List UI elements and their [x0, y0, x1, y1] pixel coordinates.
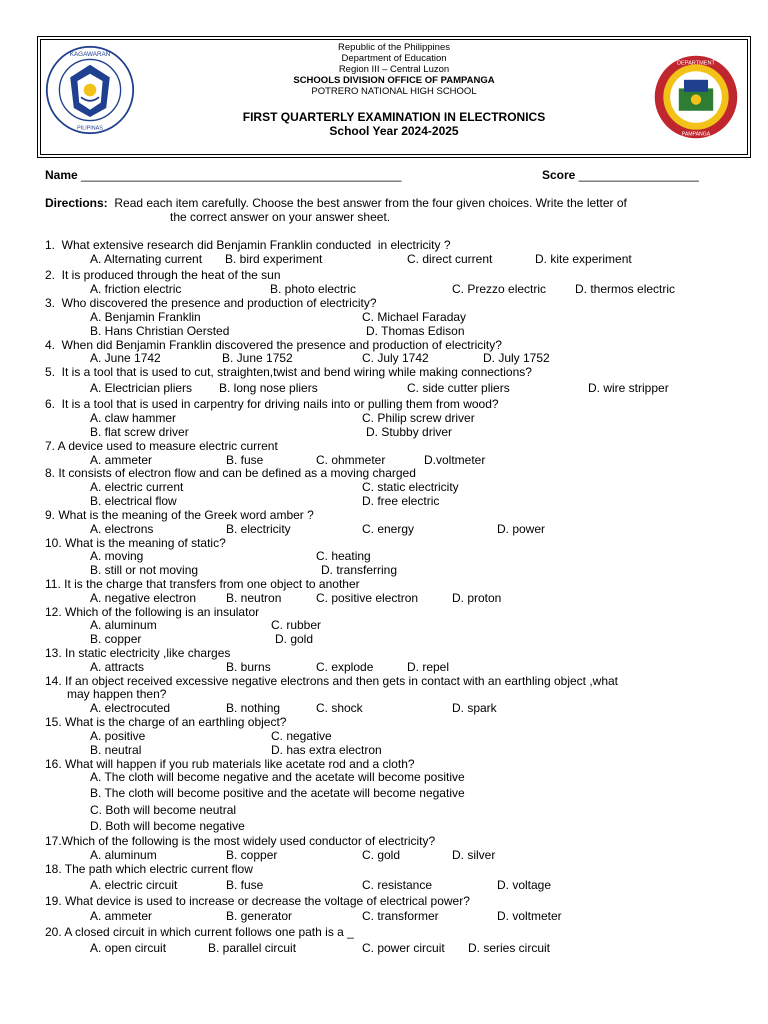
option-9a[interactable]: A. electrons — [90, 522, 154, 536]
option-6c[interactable]: C. Philip screw driver — [362, 411, 475, 425]
directions — [45, 196, 725, 224]
option-12a[interactable]: A. aluminum — [90, 618, 157, 632]
directions-line-2: the correct answer on your answer sheet. — [170, 210, 391, 224]
header-box — [40, 39, 748, 155]
agency-line-1: Republic of the Philippines — [338, 42, 450, 53]
option-4d[interactable]: D. July 1752 — [483, 351, 550, 365]
agency-line-3: Region III – Central Luzon — [338, 64, 450, 75]
question-10: 10. What is the meaning of static? — [45, 536, 226, 550]
option-19a[interactable]: A. ammeter — [90, 909, 153, 923]
option-7a[interactable]: A. ammeter — [90, 453, 153, 467]
question-18: 18. The path which electric current flow — [45, 862, 253, 876]
option-7b[interactable]: B. fuse — [226, 453, 264, 467]
question-2: 2. It is produced through the heat of the sun — [45, 268, 281, 282]
question-20: 20. A closed circuit in which current follows one path is a _ — [45, 925, 354, 939]
option-1c[interactable]: C. direct current — [407, 252, 493, 266]
option-19b[interactable]: B. generator — [226, 909, 293, 923]
score-label: Score — [542, 168, 576, 182]
option-10c[interactable]: C. heating — [316, 549, 371, 563]
option-18c[interactable]: C. resistance — [362, 878, 433, 892]
option-14a[interactable]: A. electrocuted — [90, 701, 171, 715]
question-6: 6. It is a tool that is used in carpentry for driving nails into or pulling them from wood? — [45, 397, 499, 411]
option-8c[interactable]: C. static electricity — [362, 480, 459, 494]
option-19d[interactable]: D. voltmeter — [497, 909, 562, 923]
option-18d[interactable]: D. voltage — [497, 878, 552, 892]
question-17: 17.Which of the following is the most widely used conductor of electricity? — [45, 834, 436, 848]
agency-line-2: Department of Education — [341, 53, 447, 64]
question-9: 9. What is the meaning of the Greek word amber ? — [45, 508, 314, 522]
option-2b[interactable]: B. photo electric — [270, 282, 357, 296]
option-13b[interactable]: B. burns — [226, 660, 271, 674]
option-11c[interactable]: C. positive electron — [316, 591, 419, 605]
option-12c[interactable]: C. rubber — [271, 618, 322, 632]
directions-line-1: Read each item carefully. Choose the best answer from the four given choices. Write the letter of — [114, 196, 627, 210]
option-2a[interactable]: A. friction electric — [90, 282, 182, 296]
name-label: Name — [45, 168, 78, 182]
option-3d[interactable]: D. Thomas Edison — [366, 324, 465, 338]
option-9d[interactable]: D. power — [497, 522, 546, 536]
option-5a[interactable]: A. Electrician pliers — [90, 381, 193, 395]
option-5d[interactable]: D. wire stripper — [588, 381, 669, 395]
exam-title-text: FIRST QUARTERLY EXAMINATION IN ELECTRONICS — [242, 110, 546, 124]
option-20c[interactable]: C. power circuit — [362, 941, 445, 955]
option-17d[interactable]: D. silver — [452, 848, 496, 862]
option-4c[interactable]: C. July 1742 — [362, 351, 429, 365]
option-12d[interactable]: D. gold — [275, 632, 314, 646]
option-16d[interactable]: D. Both will become negative — [90, 819, 245, 833]
option-16c[interactable]: C. Both will become neutral — [90, 803, 237, 817]
option-2d[interactable]: D. thermos electric — [575, 282, 676, 296]
question-13: 13. In static electricity ,like charges — [45, 646, 231, 660]
name-score-row — [45, 168, 725, 182]
option-5c[interactable]: C. side cutter pliers — [407, 381, 510, 395]
division-seal-right-icon — [653, 54, 739, 140]
question-7: 7. A device used to measure electric current — [45, 439, 278, 453]
question-8: 8. It consists of electron flow and can be defined as a moving charged — [45, 466, 416, 480]
option-6d[interactable]: D. Stubby driver — [366, 425, 453, 439]
school-name: POTRERO NATIONAL HIGH SCHOOL — [311, 86, 477, 97]
option-20d[interactable]: D. series circuit — [468, 941, 551, 955]
option-9c[interactable]: C. energy — [362, 522, 415, 536]
option-8b[interactable]: B. electrical flow — [90, 494, 177, 508]
question-12: 12. Which of the following is an insulator — [45, 605, 260, 619]
svg-text:PILIPINAS: PILIPINAS — [77, 125, 103, 132]
option-14b[interactable]: B. nothing — [226, 701, 281, 715]
option-16a[interactable]: A. The cloth will become negative and the acetate will become positive — [90, 770, 465, 784]
question-3: 3. Who discovered the presence and production of electricity? — [45, 296, 377, 310]
option-18a[interactable]: A. electric circuit — [90, 878, 178, 892]
option-10d[interactable]: D. transferring — [321, 563, 398, 577]
option-2c[interactable]: C. Prezzo electric — [452, 282, 547, 296]
option-16b[interactable]: B. The cloth will become positive and the acetate will become negative — [90, 786, 465, 800]
question-5: 5. It is a tool that is used to cut, straighten,twist and bend wiring while making connections? — [45, 365, 532, 379]
name-field[interactable]: ________________________________________________ — [81, 168, 402, 182]
option-20a[interactable]: A. open circuit — [90, 941, 167, 955]
score-field[interactable]: __________________ — [578, 168, 699, 182]
option-14c[interactable]: C. shock — [316, 701, 363, 715]
question-15: 15. What is the charge of an earthling object? — [45, 715, 287, 729]
option-11b[interactable]: B. neutron — [226, 591, 282, 605]
question-4: 4. When did Benjamin Franklin discovered the presence and production of electricity? — [45, 338, 502, 352]
option-3c[interactable]: C. Michael Faraday — [362, 310, 467, 324]
directions-label: Directions: — [45, 196, 108, 210]
option-15d[interactable]: D. has extra electron — [271, 743, 382, 757]
exam-title — [41, 110, 747, 138]
option-18b[interactable]: B. fuse — [226, 878, 264, 892]
option-17b[interactable]: B. copper — [226, 848, 278, 862]
option-1a[interactable]: A. Alternating current — [90, 252, 203, 266]
option-6b[interactable]: B. flat screw driver — [90, 425, 189, 439]
option-10b[interactable]: B. still or not moving — [90, 563, 199, 577]
option-5b[interactable]: B. long nose pliers — [219, 381, 318, 395]
option-3a[interactable]: A. Benjamin Franklin — [90, 310, 201, 324]
question-16: 16. What will happen if you rub materials like acetate rod and a cloth? — [45, 757, 415, 771]
question-14: 14. If an object received excessive negative electrons and then gets in contact with an earthling object ,what — [45, 674, 619, 688]
option-9b[interactable]: B. electricity — [226, 522, 291, 536]
option-1b[interactable]: B. bird experiment — [225, 252, 323, 266]
option-10a[interactable]: A. moving — [90, 549, 144, 563]
option-4b[interactable]: B. June 1752 — [222, 351, 293, 365]
option-11a[interactable]: A. negative electron — [90, 591, 197, 605]
question-14-continued: may happen then? — [67, 687, 167, 701]
school-year: School Year 2024-2025 — [329, 124, 459, 138]
option-8a[interactable]: A. electric current — [90, 480, 184, 494]
option-15b[interactable]: B. neutral — [90, 743, 142, 757]
question-19: 19. What device is used to increase or decrease the voltage of electrical power? — [45, 894, 470, 908]
option-20b[interactable]: B. parallel circuit — [208, 941, 297, 955]
option-13d[interactable]: D. repel — [407, 660, 450, 674]
question-11: 11. It is the charge that transfers from one object to another — [45, 577, 360, 591]
agency-block — [41, 42, 747, 97]
option-12b[interactable]: B. copper — [90, 632, 142, 646]
option-7d[interactable]: D.voltmeter — [424, 453, 486, 467]
option-1d[interactable]: D. kite experiment — [535, 252, 632, 266]
option-13c[interactable]: C. explode — [316, 660, 374, 674]
option-15a[interactable]: A. positive — [90, 729, 146, 743]
svg-text:PAMPANGA: PAMPANGA — [681, 131, 711, 138]
option-11d[interactable]: D. proton — [452, 591, 502, 605]
option-17a[interactable]: A. aluminum — [90, 848, 157, 862]
division-name: SCHOOLS DIVISION OFFICE OF PAMPANGA — [293, 75, 495, 86]
svg-text:DEPARTMENT: DEPARTMENT — [677, 60, 715, 67]
option-14d[interactable]: D. spark — [452, 701, 497, 715]
option-13a[interactable]: A. attracts — [90, 660, 145, 674]
option-15c[interactable]: C. negative — [271, 729, 332, 743]
option-7c[interactable]: C. ohmmeter — [316, 453, 386, 467]
option-17c[interactable]: C. gold — [362, 848, 401, 862]
question-1: 1. What extensive research did Benjamin Franklin conducted in electricity ? — [45, 238, 451, 252]
svg-text:KAGAWARAN: KAGAWARAN — [69, 50, 111, 58]
option-19c[interactable]: C. transformer — [362, 909, 439, 923]
option-6a[interactable]: A. claw hammer — [90, 411, 177, 425]
option-4a[interactable]: A. June 1742 — [90, 351, 161, 365]
option-3b[interactable]: B. Hans Christian Oersted — [90, 324, 230, 338]
option-8d[interactable]: D. free electric — [362, 494, 440, 508]
